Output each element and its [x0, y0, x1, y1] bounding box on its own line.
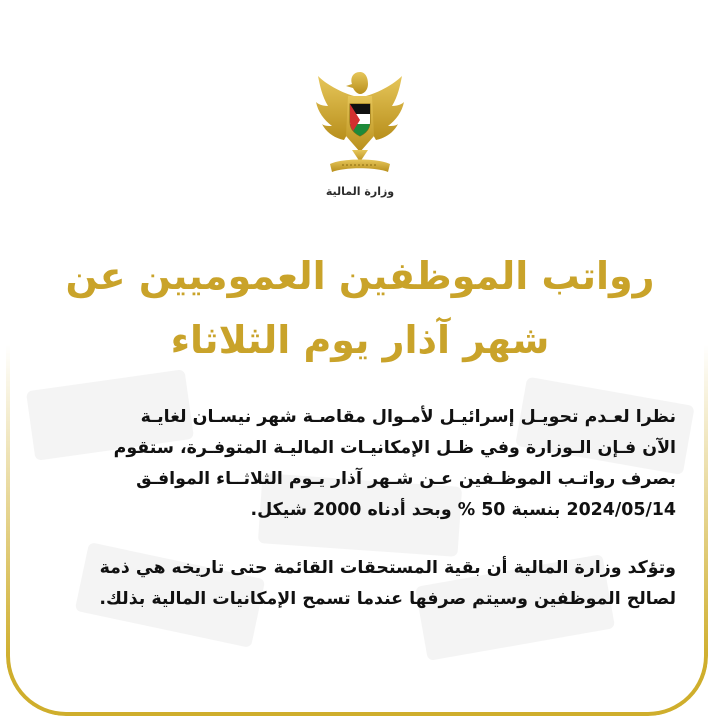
- body-line: الآن فـإن الـوزارة وفي ظـل الإمكانيـات الماليـة المتوفـرة، ستقوم: [113, 438, 676, 458]
- body-line: نظرا لعـدم تحويـل إسرائيـل لأمـوال مقاصـة شهر نيسـان لغايـة: [140, 407, 676, 427]
- body-line: وتؤكد وزارة المالية أن بقية المستحقات القائمة حتى تاريخه هي ذمة: [99, 558, 676, 578]
- ministry-name: وزارة المالية: [325, 185, 395, 198]
- headline-line-1: رواتب الموظفين العموميين عن: [65, 254, 655, 298]
- body-line: 2024/05/14 بنسبة 50 % وبحد أدناه 2000 شيكل.: [250, 500, 676, 520]
- body-paragraph-1: [42, 402, 676, 526]
- body-paragraph-2: [42, 553, 676, 615]
- headline-line-2: شهر آذار يوم الثلاثاء: [170, 318, 550, 362]
- body-line: بصرف رواتـب الموظـفين عـن شـهر آذار يـوم الثلاثــاء الموافـق: [136, 469, 676, 489]
- palestinian-eagle-emblem-icon: [312, 66, 408, 178]
- flag-shield: [350, 104, 370, 136]
- body-line: لصالح الموظفين وسيتم صرفها عندما تسمح الإمكانيات المالية بذلك.: [99, 589, 676, 609]
